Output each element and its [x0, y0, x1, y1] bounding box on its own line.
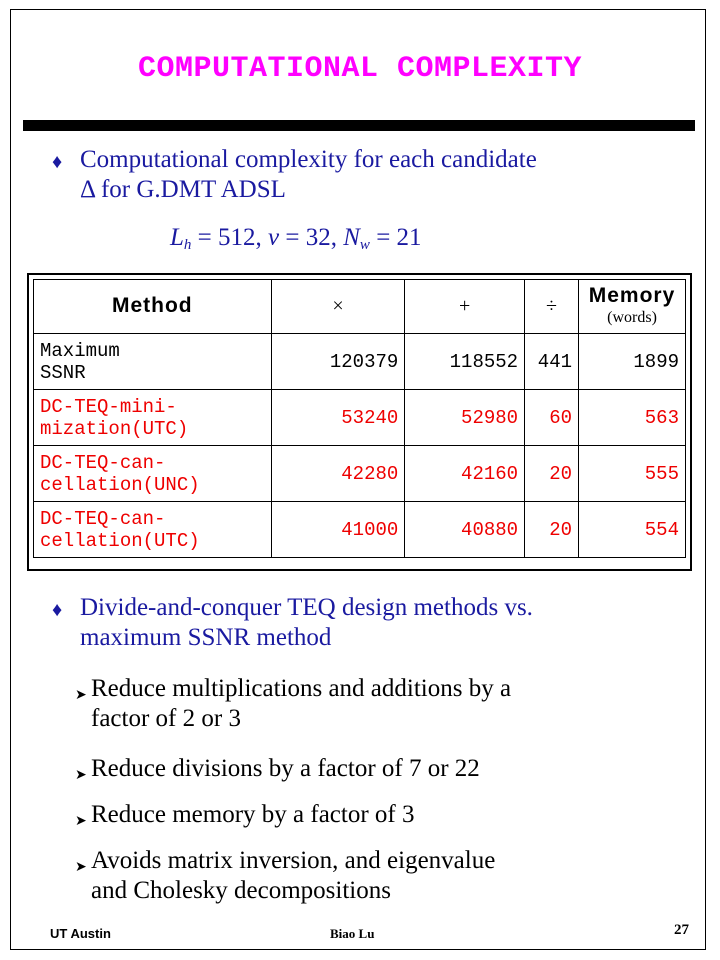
method-line1: DC-TEQ-can-	[40, 451, 166, 474]
bullet-complexity-line1: Computational complexity for each candidate	[80, 146, 537, 173]
header-memory-unit: (words)	[607, 308, 657, 326]
param-lh-symbol: L	[170, 224, 184, 251]
method-line1: DC-TEQ-mini-	[40, 395, 177, 418]
arrow-bullet-icon: ➤	[75, 814, 87, 829]
row-method	[34, 446, 272, 502]
table-row	[34, 446, 686, 502]
cell-memory: 554	[579, 502, 686, 558]
sub-item	[75, 846, 496, 906]
param-nw-symbol: N	[343, 224, 360, 251]
sub-item-line2: factor of 2 or 3	[91, 705, 241, 732]
param-nu-symbol: ν	[268, 224, 280, 251]
header-multiplications: ×	[271, 280, 405, 334]
cell-add: 118552	[405, 334, 525, 390]
cell-div: 20	[525, 446, 579, 502]
bullet-complexity	[80, 145, 537, 205]
parameter-line	[170, 224, 422, 254]
title-rule	[23, 120, 695, 131]
bullet-divide-conquer-line1: Divide-and-conquer TEQ design methods vs.	[80, 594, 533, 621]
footer-author: Biao Lu	[330, 926, 375, 941]
header-additions: +	[405, 280, 525, 334]
method-line2: cellation(UTC)	[40, 529, 200, 552]
slide-title: COMPUTATIONAL COMPLEXITY	[137, 52, 583, 86]
header-memory: Memory (words)	[579, 280, 686, 334]
cell-div: 60	[525, 390, 579, 446]
cell-mult: 120379	[271, 334, 405, 390]
cell-div: 20	[525, 502, 579, 558]
arrow-bullet-icon: ➤	[75, 688, 87, 703]
row-method	[34, 334, 272, 390]
cell-memory: 1899	[579, 334, 686, 390]
diamond-bullet-icon: ♦	[52, 151, 63, 173]
arrow-bullet-icon: ➤	[75, 860, 87, 875]
header-divisions: ÷	[525, 280, 579, 334]
diamond-bullet-icon: ♦	[52, 599, 63, 621]
bullet-divide-conquer-line2: maximum SSNR method	[80, 624, 332, 651]
cell-add: 40880	[405, 502, 525, 558]
table-header-row	[34, 280, 686, 334]
method-line1: Maximum	[40, 339, 120, 362]
method-line1: DC-TEQ-can-	[40, 507, 166, 530]
sub-item-line2: and Cholesky decompositions	[91, 877, 391, 904]
cell-memory: 555	[579, 446, 686, 502]
cell-div: 441	[525, 334, 579, 390]
param-lh-value: = 512,	[191, 224, 269, 251]
bullet-complexity-line2	[80, 175, 537, 205]
cell-mult: 53240	[271, 390, 405, 446]
complexity-table	[33, 279, 686, 558]
param-nu-value: = 32,	[279, 224, 344, 251]
method-line2: cellation(UNC)	[40, 473, 200, 496]
sub-item-line1: Reduce multiplications and additions by a	[91, 675, 512, 702]
table-row	[34, 390, 686, 446]
row-method	[34, 390, 272, 446]
footer-institution: UT Austin	[50, 926, 111, 941]
method-line2: mization(UTC)	[40, 417, 189, 440]
method-line2: SSNR	[40, 361, 86, 384]
cell-memory: 563	[579, 390, 686, 446]
param-nw-value: = 21	[369, 224, 422, 251]
row-method	[34, 502, 272, 558]
cell-mult: 42280	[271, 446, 405, 502]
sub-item-line1: Avoids matrix inversion, and eigenvalue	[91, 847, 496, 874]
cell-add: 52980	[405, 390, 525, 446]
sub-item-line1: Reduce divisions by a factor of 7 or 22	[91, 755, 480, 782]
header-method: Method	[34, 280, 272, 334]
param-nw-sub: w	[359, 237, 370, 253]
cell-mult: 41000	[271, 502, 405, 558]
param-lh-sub: h	[183, 237, 192, 253]
sub-item	[75, 754, 480, 784]
bullet-complexity-line2-text: for G.DMT ADSL	[94, 176, 286, 203]
bullet-divide-conquer	[80, 593, 533, 653]
sub-item-line1: Reduce memory by a factor of 3	[91, 801, 415, 828]
sub-item	[75, 800, 415, 830]
sub-item	[75, 674, 512, 734]
arrow-bullet-icon: ➤	[75, 768, 87, 783]
page-number: 27	[674, 922, 689, 938]
delta-symbol: Δ	[80, 176, 95, 203]
table-row	[34, 502, 686, 558]
cell-add: 42160	[405, 446, 525, 502]
table-row	[34, 334, 686, 390]
